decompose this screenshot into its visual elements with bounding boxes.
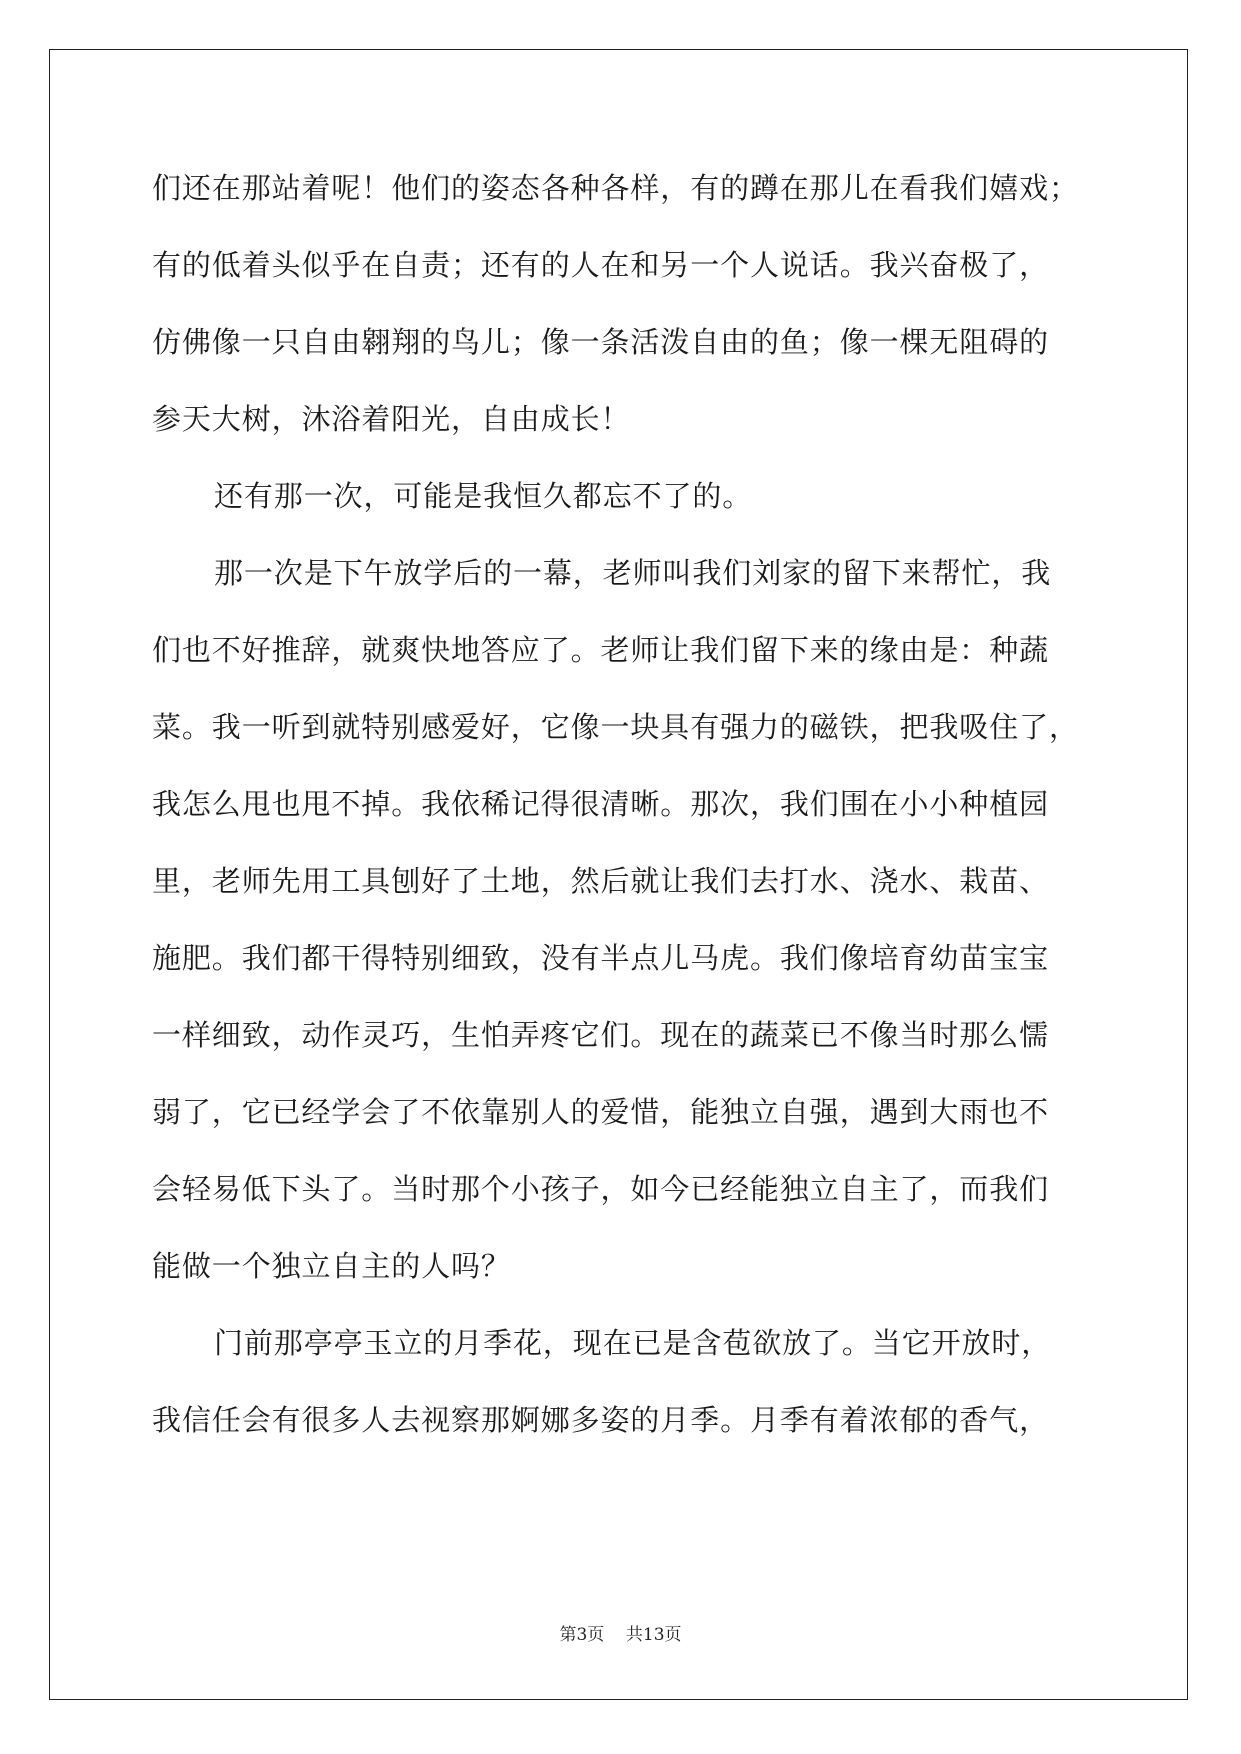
text-line: 还有那一次，可能是我恒久都忘不了的。: [214, 479, 753, 513]
text-line: 我信任会有很多人去视察那婀娜多姿的月季。月季有着浓郁的香气，: [152, 1403, 1050, 1437]
text-line: 里，老师先用工具刨好了土地，然后就让我们去打水、浇水、栽苗、: [152, 864, 1050, 898]
text-line: 施肥。我们都干得特别细致，没有半点儿马虎。我们像培育幼苗宝宝: [152, 941, 1050, 975]
text-line: 参天大树，沐浴着阳光，自由成长！: [152, 402, 631, 436]
text-line: 一样细致，动作灵巧，生怕弄疼它们。现在的蔬菜已不像当时那么懦: [152, 1018, 1050, 1052]
text-line: 有的低着头似乎在自责；还有的人在和另一个人说话。我兴奋极了，: [152, 248, 1050, 282]
text-line: 那一次是下午放学后的一幕，老师叫我们刘家的留下来帮忙，我: [214, 556, 1052, 590]
text-line: 能做一个独立自主的人吗？: [152, 1249, 511, 1283]
document-body: [152, 150, 1092, 1459]
text-line: 弱了，它已经学会了不依靠别人的爱惜，能独立自强，遇到大雨也不: [152, 1095, 1050, 1129]
text-line: 仿佛像一只自由翱翔的鸟儿；像一条活泼自由的鱼；像一棵无阻碍的: [152, 325, 1050, 359]
text-line: 们还在那站着呢！他们的姿态各种各样，有的蹲在那儿在看我们嬉戏；: [152, 171, 1079, 205]
text-line: 会轻易低下头了。当时那个小孩子，如今已经能独立自主了，而我们: [152, 1172, 1050, 1206]
text-line: 们也不好推辞，就爽快地答应了。老师让我们留下来的缘由是：种蔬: [152, 633, 1050, 667]
page-number: 第3页 共13页: [559, 1625, 682, 1645]
text-line: 我怎么甩也甩不掉。我依稀记得很清晰。那次，我们围在小小种植园: [152, 787, 1050, 821]
text-line: 菜。我一听到就特别感爱好，它像一块具有强力的磁铁，把我吸住了，: [152, 710, 1079, 744]
text-line: 门前那亭亭玉立的月季花，现在已是含苞欲放了。当它开放时，: [214, 1326, 1052, 1360]
